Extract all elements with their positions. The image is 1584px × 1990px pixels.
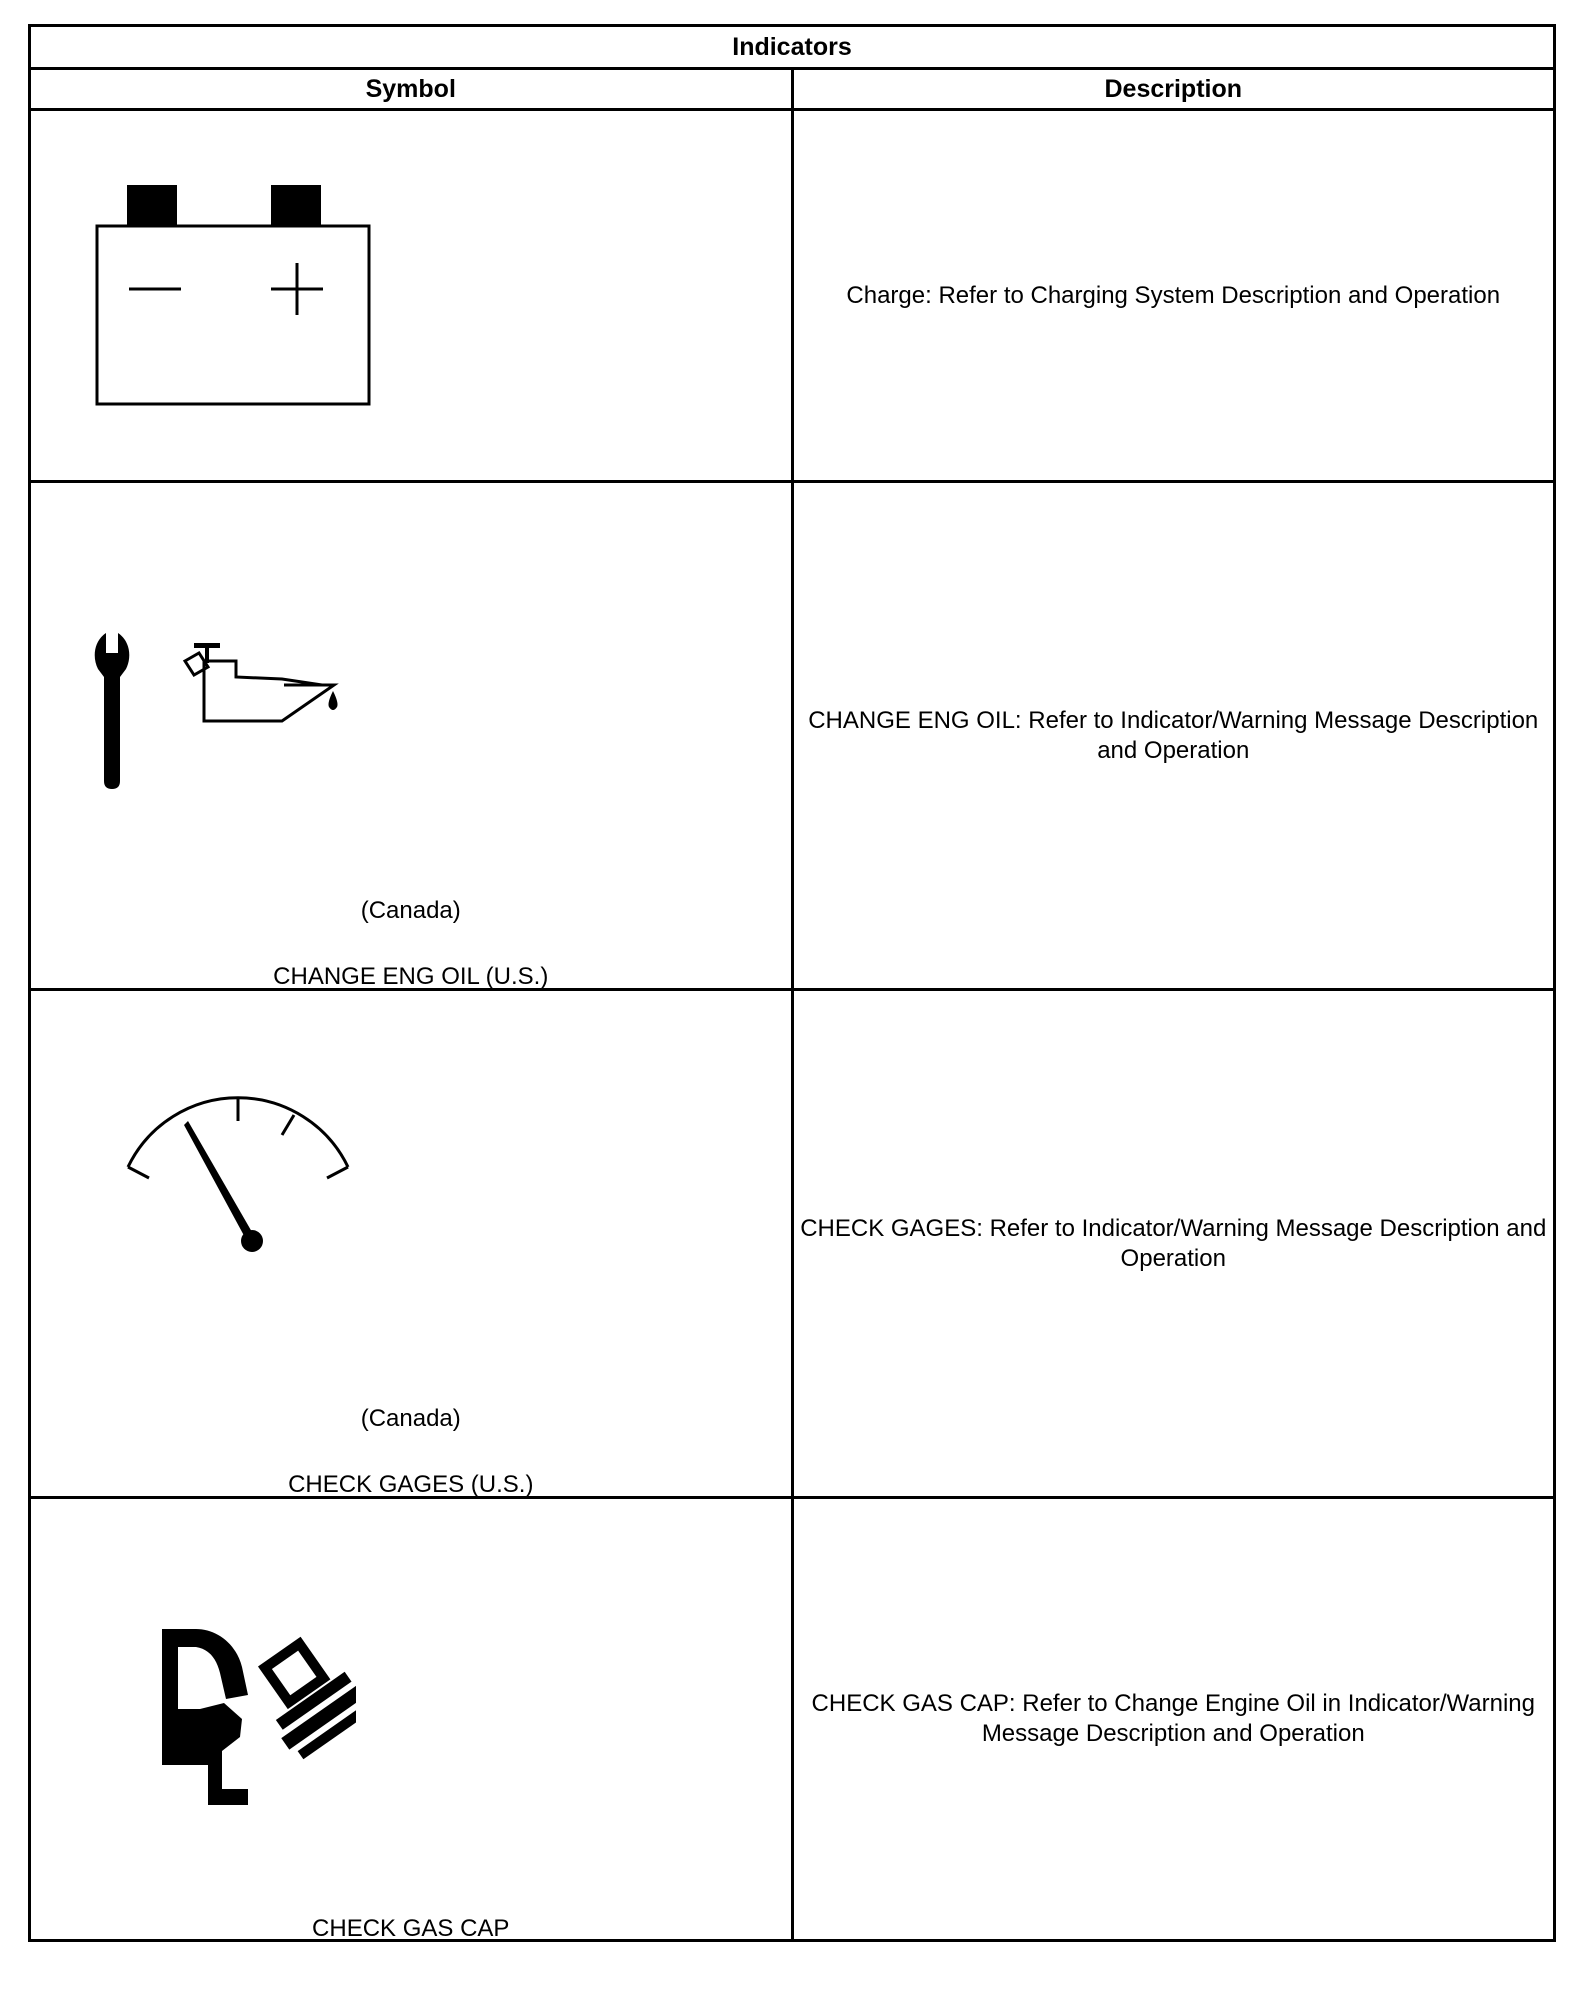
battery-charge-icon (91, 183, 371, 413)
gas-cap-icon (156, 1629, 356, 1809)
symbol-caption: CHECK GAGES (U.S.) (288, 1471, 534, 1498)
description-cell: CHECK GAGES: Refer to Indicator/Warning Message Description and Operation (792, 990, 1555, 1498)
symbol-cell (30, 1498, 793, 1941)
symbol-cell (30, 482, 793, 990)
table-row (30, 990, 1555, 1498)
description-cell: Charge: Refer to Charging System Description and Operation (792, 110, 1555, 482)
table-row (30, 482, 1555, 990)
symbol-caption: CHANGE ENG OIL (U.S.) (273, 963, 549, 990)
symbol-caption: CHECK GAS CAP (312, 1915, 510, 1942)
description-cell: CHECK GAS CAP: Refer to Change Engine Oil in Indicator/Warning Message Description and Operation (792, 1498, 1555, 1941)
symbol-caption: (Canada) (360, 897, 461, 924)
indicators-table (28, 24, 1556, 1942)
description-cell: CHANGE ENG OIL: Refer to Indicator/Warning Message Description and Operation (792, 482, 1555, 990)
table-row (30, 1498, 1555, 1941)
symbol-cell (30, 990, 793, 1498)
symbol-column-header: Symbol (30, 69, 793, 110)
table-row (30, 110, 1555, 482)
description-column-header: Description (792, 69, 1555, 110)
symbol-caption: (Canada) (360, 1405, 461, 1432)
wrench-oil-can-icon (86, 631, 386, 791)
symbol-cell (30, 110, 793, 482)
table-title: Indicators (30, 26, 1555, 69)
gauge-icon (116, 1091, 356, 1271)
